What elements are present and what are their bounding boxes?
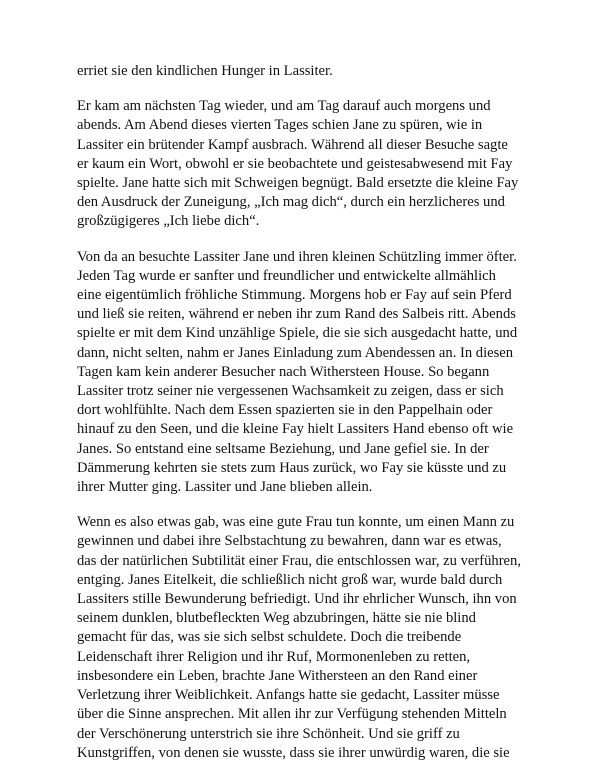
text-line: Janes. So entstand eine seltsame Beziehung, und Jane gefiel sie. In der: [77, 440, 489, 457]
paragraph-4: [77, 513, 530, 763]
text-line: entging. Janes Eitelkeit, die schließlich nicht groß war, wurde bald durch: [77, 571, 503, 588]
text-line: dann, nicht selten, nahm er Janes Einladung zum Abendessen an. In diesen: [77, 344, 514, 361]
text-line: Er kam am nächsten Tag wieder, und am Tag darauf auch morgens und: [77, 98, 491, 115]
text-line: über die Sinne ansprechen. Mit allen ihr zur Verfügung stehenden Mitteln: [77, 706, 507, 723]
text-line: Wenn es also etwas gab, was eine gute Frau tun konnte, um einen Mann zu: [77, 514, 515, 531]
text-line: Tagen kam kein anderer Besucher nach Withersteen House. So begann: [77, 363, 490, 380]
paragraph-2: [77, 97, 530, 231]
text-line: Lassiter ein brütender Kampf ausbrach. Während all dieser Besuche sagte: [77, 136, 508, 153]
text-line: er kaum ein Wort, obwohl er sie beobachtete und geistesabwesend mit Fay: [77, 155, 513, 172]
text-line: spielte er mit dem Kind unzählige Spiele, die sie sich ausgedacht hatte, und: [77, 325, 518, 342]
text-line: eine eigentümlich fröhliche Stimmung. Morgens hob er Fay auf sein Pferd: [77, 287, 512, 304]
text-line: und ließ sie reiten, während er neben ihr zum Rand des Salbeis ritt. Abends: [77, 306, 516, 323]
text-line: abends. Am Abend dieses vierten Tages schien Jane zu spüren, wie in: [77, 117, 483, 134]
text-line: den Ausdruck der Zuneigung, „Ich mag dich“, durch ein herzlicheres und: [77, 194, 505, 211]
text-line: Kunstgriffen, von denen sie wusste, dass sie ihrer unwürdig waren, die sie: [77, 744, 510, 761]
text-line: gewinnen und dabei ihre Selbstachtung zu bewahren, dann war es etwas,: [77, 533, 502, 550]
text-line: ihrer Mutter ging. Lassiter und Jane blieben allein.: [77, 479, 373, 496]
text-line: Jeden Tag wurde er sanfter und freundlicher und entwickelte allmählich: [77, 267, 496, 284]
text-line: Dämmerung kehrten sie stets zum Haus zurück, wo Fay sie küsste und zu: [77, 459, 507, 476]
text-line: gemacht für das, was sie sich selbst schuldete. Doch die treibende: [77, 629, 462, 646]
text-line: Lassiter trotz seiner nie vergessenen Wachsamkeit zu zeigen, dass er sich: [77, 383, 504, 400]
text-line: dort wohlfühlte. Nach dem Essen spazierten sie in den Pappelhain oder: [77, 402, 493, 419]
paragraph-3: [77, 248, 530, 498]
text-line: der Verschönerung unterstrich sie ihre Schönheit. Und sie griff zu: [77, 725, 460, 742]
text-line: Verletzung ihrer Weiblichkeit. Anfangs hatte sie gedacht, Lassiter müsse: [77, 687, 500, 704]
text-line: seinem dunklen, blutbefleckten Weg abzubringen, hätte sie nie blind: [77, 610, 476, 627]
text-line: erriet sie den kindlichen Hunger in Lassiter.: [77, 63, 333, 79]
text-line: insbesondere ein Leben, brachte Jane Withersteen an den Rand einer: [77, 667, 478, 684]
paragraph-1: [77, 62, 530, 81]
text-line: Leidenschaft ihrer Religion und ihr Ruf, Mormonenleben zu retten,: [77, 648, 471, 665]
text-line: das der natürlichen Subtilität einer Frau, die entschlossen war, zu verführen,: [77, 552, 521, 569]
text-line: spielte. Jane hatte sich mit Schweigen begnügt. Bald ersetzte die kleine Fay: [77, 175, 519, 192]
text-line: Lassiters stille Bewunderung befriedigt. Und ihr ehrlicher Wunsch, ihn von: [77, 591, 517, 608]
text-line: Von da an besuchte Lassiter Jane und ihren kleinen Schützling immer öfter.: [77, 248, 517, 265]
text-line: hinauf zu den Seen, und die kleine Fay hielt Lassiters Hand ebenso oft wie: [77, 421, 514, 438]
text-line: großzügigeres „Ich liebe dich“.: [77, 213, 260, 230]
